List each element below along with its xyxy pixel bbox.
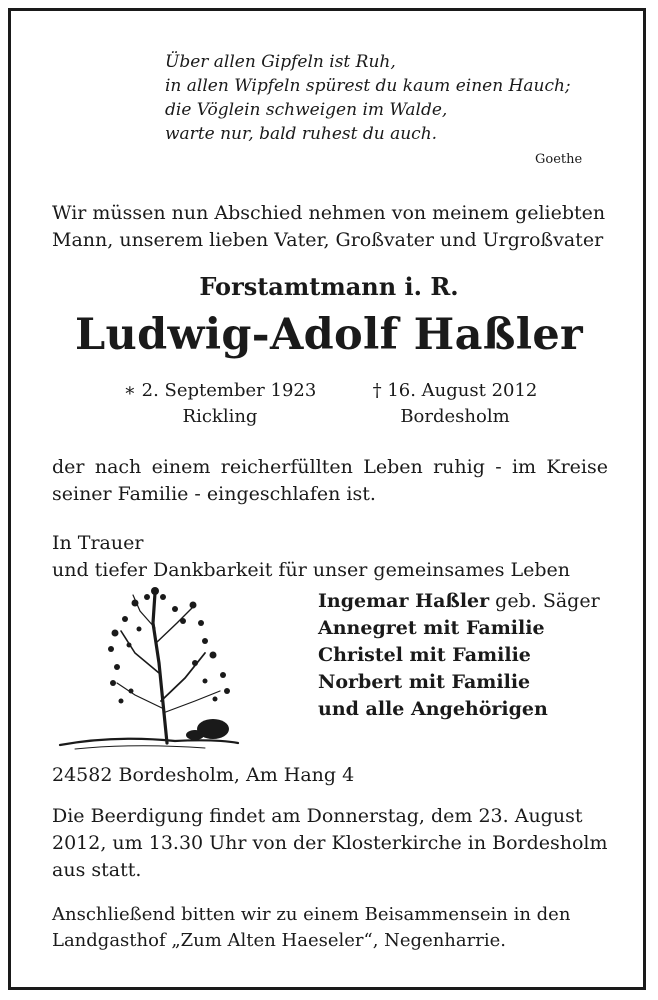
poem-author: Goethe <box>535 152 583 167</box>
birth-place: Rickling <box>182 406 258 427</box>
family-member-name: Ingemar Haßler <box>318 590 490 612</box>
family-member-suffix: geb. Säger <box>489 590 600 612</box>
birth-date: ∗ 2. September 1923 <box>123 380 317 401</box>
funeral-text: Die Beerdigung findet am Donnerstag, dem 23. August 2012, um 13.30 Uhr von der Klosterkirche in Bordesholm aus statt. <box>52 805 608 881</box>
death-info <box>345 378 565 430</box>
death-date: † 16. August 2012 <box>372 380 538 401</box>
intro-text <box>52 200 605 254</box>
family-member: Annegret mit Familie <box>318 617 545 639</box>
mourning-line: In Trauer <box>52 532 144 554</box>
poem <box>165 50 571 146</box>
mourning-text <box>52 530 570 584</box>
birth-info <box>110 378 330 430</box>
family-member: Christel mit Familie <box>318 644 531 666</box>
intro-line: Wir müssen nun Abschied nehmen von meinem geliebten <box>52 202 606 224</box>
poem-line: die Vöglein schweigen im Walde, <box>165 100 448 120</box>
reception-text: Anschließend bitten wir zu einem Beisammensein in den Landgasthof „Zum Alten Haeseler“, Negenharrie. <box>52 904 571 951</box>
mourning-line: und tiefer Dankbarkeit für unser gemeinsames Leben <box>52 559 571 581</box>
deceased-name: Ludwig-Adolf Haßler <box>75 310 583 360</box>
deceased-title: Forstamtmann i. R. <box>199 272 459 301</box>
family-list <box>318 588 600 723</box>
address: 24582 Bordesholm, Am Hang 4 <box>52 764 355 786</box>
family-member: Norbert mit Familie <box>318 671 531 693</box>
intro-line: Mann, unserem lieben Vater, Großvater und Urgroßvater <box>52 229 604 251</box>
death-place: Bordesholm <box>400 406 510 427</box>
family-member <box>318 588 600 615</box>
bio-text: der nach einem reicherfüllten Leben ruhig - im Kreise seiner Familie - eingeschlafen ist. <box>52 456 608 505</box>
birch-tree-icon <box>55 583 240 753</box>
poem-line: Über allen Gipfeln ist Ruh, <box>165 52 396 72</box>
poem-line: in allen Wipfeln spürest du kaum einen Hauch; <box>165 76 571 96</box>
poem-line: warte nur, bald ruhest du auch. <box>165 124 438 144</box>
family-member: und alle Angehörigen <box>318 698 548 720</box>
